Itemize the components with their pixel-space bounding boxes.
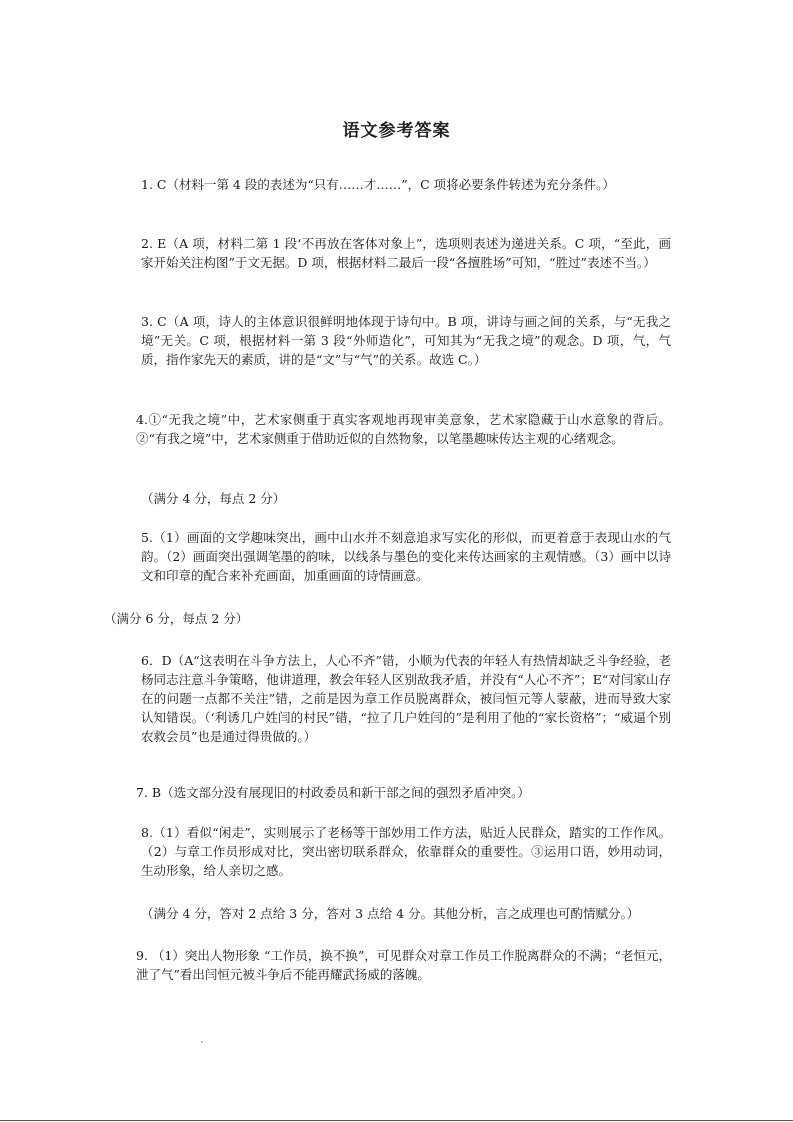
answer-4: 4.①“无我之境”中，艺术家侧重于真实客观地再现审美意象，艺术家隐藏于山水意象的背后。②“有我之境”中，艺术家侧重于借助近似的自然物象，以笔墨趣味传达主观的心绪观念。 (136, 412, 671, 446)
answer-3: 3. C（A 项，诗人的主体意识很鲜明地体现于诗句中。B 项，讲诗与画之间的关系，与“无我之境”无关。C 项，根据材料一第 3 段“外师造化”，可知其为“无我之境”的观念。D 项，气，气质，指作家先天的素质，讲的是“文”与“气”的关系。故选 C。） (141, 314, 671, 367)
answer-5: 5.（1）画面的文学趣味突出，画中山水并不刻意追求写实化的形似，而更着意于表现山水的气韵。（2）画面突出强调笔墨的韵味，以线条与墨色的变化来传达画家的主观情感。（3）画中以诗文和印章的配合来补充画面，加重画面的诗情画意。 (141, 530, 671, 583)
page-title: 语文参考答案 (342, 121, 451, 141)
answer-9: 9. （1）突出人物形象 “工作员，换不换”，可见群众对章工作员工作脱离群众的不满；“老恒元，泄了气”看出闫恒元被斗争后不能再耀武扬威的落魄。 (136, 948, 671, 982)
answer-6: 6．D（A“这表明在斗争方法上，人心不齐”错，小顺为代表的年轻人有热情却缺乏斗争经验，老杨同志注意斗争策略，他讲道理，教会年轻人区别敌我矛盾，并没有“人心不齐”；E“对闫家山存在的问题一点都不关注”错，之前是因为章工作员脱离群众，被闫恒元等人蒙蔽，进而导致大家认知错误。（‘利诱几户姓闫的村民”错，“拉了几户姓闫的”是利用了他的“家长资格”；“威逼个别农救会员”也是通过得贵做的。） (141, 653, 671, 744)
answer-1: 1. C（材料一第 4 段的表述为“只有……才……”，C 项将必要条件转述为充分条件。） (141, 177, 615, 192)
answer-4-score: （满分 4 分，每点 2 分） (141, 491, 286, 506)
answer-8-score: （满分 4 分，答对 2 点给 3 分，答对 3 点给 4 分。其他分析，言之成理也可酌情赋分。） (141, 906, 640, 921)
answer-5-score: （满分 6 分，每点 2 分） (104, 611, 249, 626)
scan-dot (201, 1041, 203, 1043)
answer-2: 2. E（A 项，材料二第 1 段‘不再放在客体对象上”，选项则表述为递进关系。C 项，“至此，画家开始关注构图”于文无据。D 项，根据材料二最后一段“各擅胜场”可知，“胜过”表述不当。） (141, 236, 671, 270)
answer-8: 8.（1）看似“闲走”，实则展示了老杨等干部妙用工作方法，贴近人民群众，踏实的工作作风。（2）与章工作员形成对比，突出密切联系群众，依靠群众的重要性。③运用口语，妙用动词，生动形象，给人亲切之感。 (141, 825, 671, 878)
answer-7: 7. B（选文部分没有展现旧的村政委员和新干部之间的强烈矛盾冲突。） (136, 785, 530, 800)
page-bottom-border (0, 1120, 793, 1121)
